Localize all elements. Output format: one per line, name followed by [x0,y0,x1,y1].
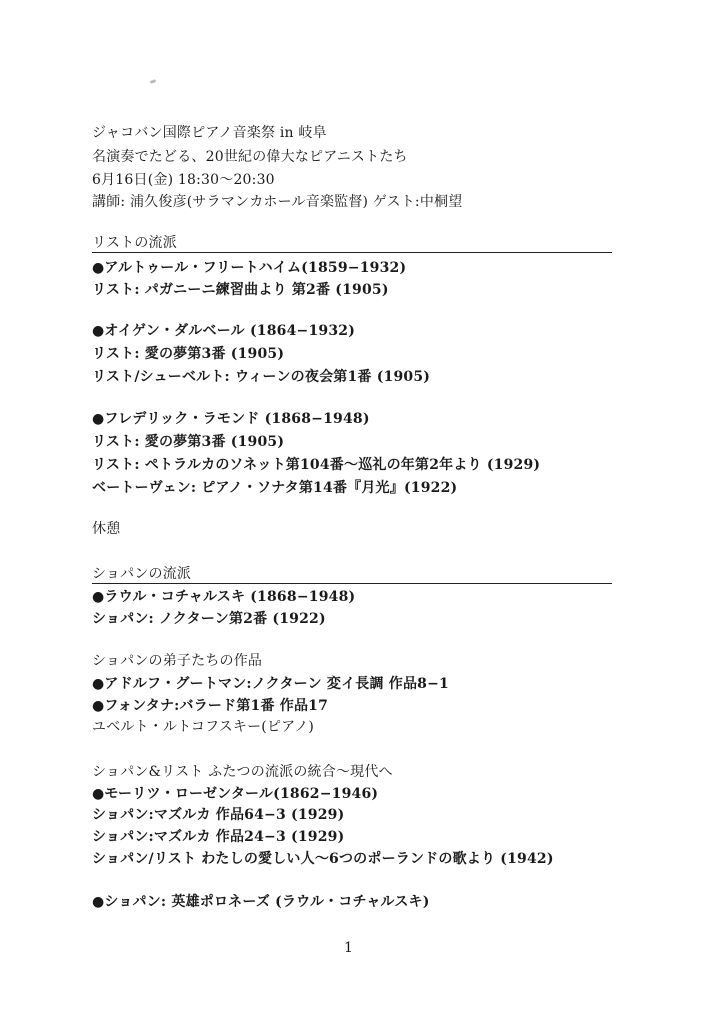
student-work-1: ●アドルフ・グートマン:ノクターン 変イ長調 作品8−1 [92,676,449,692]
s1-work-1-1: リスト: パガニーニ練習曲より 第2番 (1905) [92,282,389,298]
s1-work-3-3: ベートーヴェン: ピアノ・ソナタ第14番『月光』(1922) [92,480,458,496]
intermission: 休憩 [92,521,121,537]
section2-rule [92,583,612,584]
section2-title: ショパンの流派 [92,566,192,582]
student-performer: ユベルト・ルトコフスキー(ピアノ) [92,719,315,735]
students-title: ショパンの弟子たちの作品 [92,653,263,669]
s1-pianist-2: ●オイゲン・ダルベール (1864−1932) [92,323,356,339]
s1-work-2-2: リスト/シューベルト: ウィーンの夜会第1番 (1905) [92,369,431,385]
merge-work-3: ショパン/リスト わたしの愛しい人～6つのポーランドの歌より (1942) [92,851,554,867]
s1-work-2-1: リスト: 愛の夢第3番 (1905) [92,346,285,362]
header-line-3: 6月16日(金) 18:30～20:30 [92,172,275,188]
merge-title: ショパン&リスト ふたつの流派の統合～現代へ [92,764,393,780]
s1-work-3-2: リスト: ペトラルカのソネット第104番～巡礼の年第2年より (1929) [92,457,541,473]
scan-speck [150,79,157,84]
section1-rule [92,252,612,253]
header-line-1: ジャコバン国際ピアノ音楽祭 in 岐阜 [92,125,327,141]
merge-work-1: ショパン:マズルカ 作品64−3 (1929) [92,807,345,823]
s1-pianist-3: ●フレデリック・ラモンド (1868−1948) [92,411,370,427]
merge-pianist: ●モーリツ・ローゼンタール(1862−1946) [92,786,379,802]
page-number: 1 [344,940,353,956]
finale-work: ●ショパン: 英雄ポロネーズ (ラウル・コチャルスキ) [92,894,430,910]
s2-pianist-1: ●ラウル・コチャルスキ (1868−1948) [92,589,356,605]
s2-work-1-1: ショパン: ノクターン第2番 (1922) [92,611,326,627]
s1-pianist-1: ●アルトゥール・フリートハイム(1859−1932) [92,260,407,276]
s1-work-3-1: リスト: 愛の夢第3番 (1905) [92,434,285,450]
merge-work-2: ショパン:マズルカ 作品24−3 (1929) [92,829,345,845]
student-work-2: ●フォンタナ:バラード第1番 作品17 [92,698,329,714]
header-line-4: 講師: 浦久俊彦(サラマンカホール音楽監督) ゲスト:中桐望 [92,194,463,210]
section1-title: リストの流派 [92,235,177,251]
header-line-2: 名演奏でたどる、20世紀の偉大なピアニストたち [92,149,408,165]
